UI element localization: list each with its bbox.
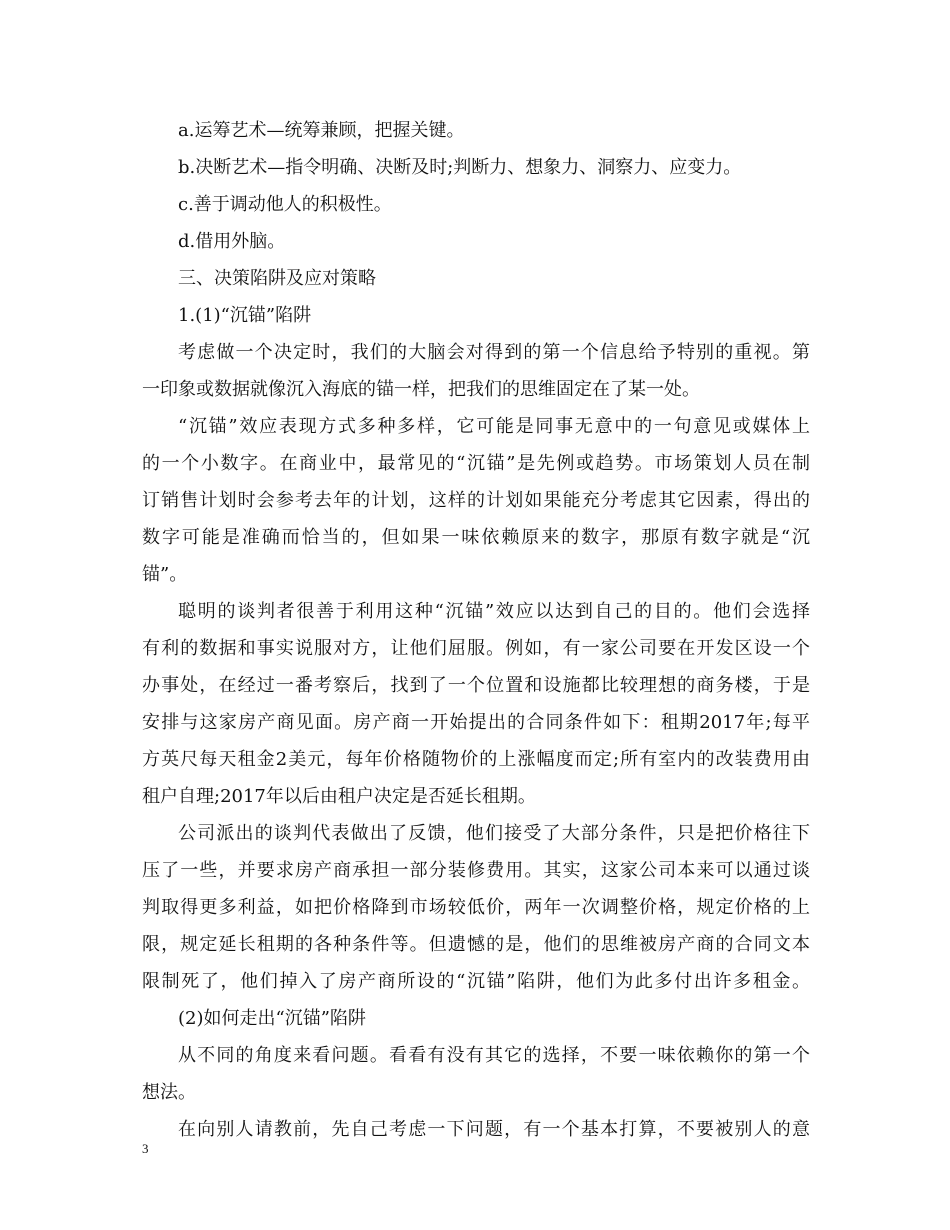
text-line-1: a.运筹艺术—统筹兼顾，把握关键。 [178, 120, 465, 141]
section-heading: 三、决策陷阱及应对策略 [178, 268, 376, 289]
paragraph-line-19: 从不同的角度来看问题。看看有没有其它的选择，不要一味依赖你的第一个 [178, 1045, 810, 1066]
paragraph-line-6: 数字可能是准确而恰当的，但如果一味依赖原来的数字，那原有数字就是“沉 [142, 527, 810, 548]
paragraph-line-8: 聪明的谈判者很善于利用这种“沉锚”效应以达到自己的目的。他们会选择 [178, 601, 810, 622]
paragraph-line-2: 一印象或数据就像沉入海底的锚一样，把我们的思维固定在了某一处。 [142, 379, 700, 400]
subsection-heading-2: (2)如何走出“沉锚”陷阱 [178, 1008, 366, 1029]
page-number: 3 [142, 1141, 149, 1156]
paragraph-line-21: 在向别人请教前，先自己考虑一下问题，有一个基本打算，不要被别人的意 [178, 1119, 810, 1140]
paragraph-line-7: 锚”。 [142, 564, 188, 585]
text-line-2: b.决断艺术—指令明确、决断及时;判断力、想象力、洞察力、应变力。 [178, 157, 742, 178]
paragraph-line-13: 租户自理;2017年以后由租户决定是否延长租期。 [142, 786, 536, 807]
text-line-4: d.借用外脑。 [178, 231, 286, 252]
paragraph-line-4: 的一个小数字。在商业中，最常见的“沉锚”是先例或趋势。市场策划人员在制 [142, 453, 810, 474]
paragraph-line-11: 安排与这家房产商见面。房产商一开始提出的合同条件如下：租期2017年;每平 [142, 712, 810, 733]
paragraph-line-3: “沉锚”效应表现方式多种多样，它可能是同事无意中的一句意见或媒体上 [178, 416, 810, 437]
paragraph-line-1: 考虑做一个决定时，我们的大脑会对得到的第一个信息给予特别的重视。第 [178, 342, 810, 363]
paragraph-line-20: 想法。 [142, 1082, 196, 1103]
paragraph-line-16: 判取得更多利益，如把价格降到市场较低价，两年一次调整价格，规定价格的上 [142, 897, 810, 918]
paragraph-line-5: 订销售计划时会参考去年的计划，这样的计划如果能充分考虑其它因素，得出的 [142, 490, 810, 511]
paragraph-line-12: 方英尺每天租金2美元，每年价格随物价的上涨幅度而定;所有室内的改装费用由 [142, 749, 810, 770]
document-body [142, 112, 810, 1148]
paragraph-line-15: 压了一些，并要求房产商承担一部分装修费用。其实，这家公司本来可以通过谈 [142, 860, 810, 881]
paragraph-line-18: 限制死了，他们掉入了房产商所设的“沉锚”陷阱，他们为此多付出许多租金。 [142, 971, 810, 992]
subsection-heading-1: 1.(1)“沉锚”陷阱 [178, 305, 312, 326]
paragraph-line-9: 有利的数据和事实说服对方，让他们屈服。例如，有一家公司要在开发区设一个 [142, 638, 810, 659]
paragraph-line-17: 限，规定延长租期的各种条件等。但遗憾的是，他们的思维被房产商的合同文本 [142, 934, 810, 955]
text-line-3: c.善于调动他人的积极性。 [178, 194, 392, 215]
paragraph-line-14: 公司派出的谈判代表做出了反馈，他们接受了大部分条件，只是把价格往下 [178, 823, 810, 844]
paragraph-line-10: 办事处，在经过一番考察后，找到了一个位置和设施都比较理想的商务楼，于是 [142, 675, 810, 696]
